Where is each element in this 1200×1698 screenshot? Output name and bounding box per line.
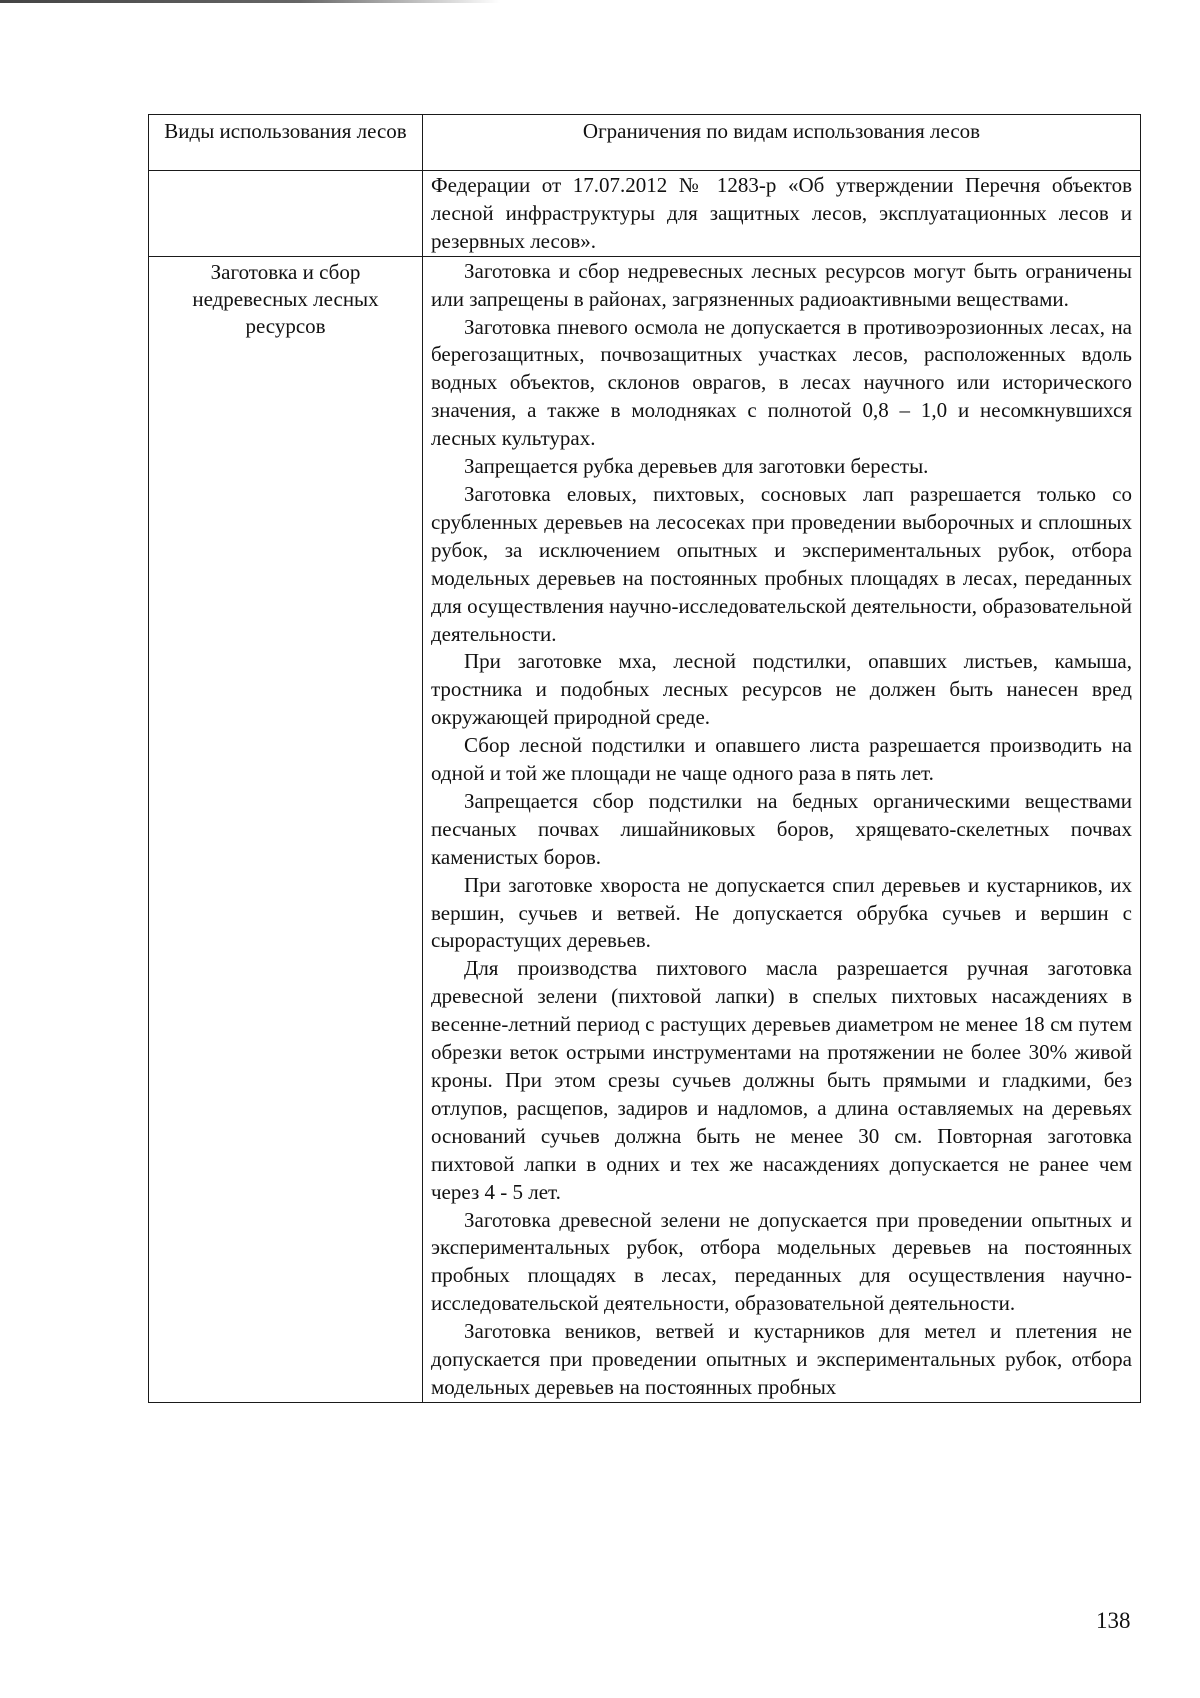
table-row [149,171,1141,257]
row-type-cell [149,171,423,257]
paragraph: При заготовке хвороста не допускается спил деревьев и кустарников, их вершин, сучьев и ветвей. Не допускается обрубка сучьев и вершин с сырорастущих деревьев. [431,872,1132,953]
paragraph: Заготовка и сбор недревесных лесных ресурсов могут быть ограничены или запрещены в районах, загрязненных радиоактивными веществами. [431,258,1132,311]
paragraph: Заготовка веников, ветвей и кустарников для метел и плетения не допускается при проведении опытных и экспериментальных рубок, отбора модельных деревьев на постоянных пробных [431,1319,1132,1399]
table-row [149,256,1141,1402]
paragraph: При заготовке мха, лесной подстилки, опавших листьев, камыша, тростника и подобных лесных ресурсов не должен быть нанесен вред окружающей природной среде. [431,649,1132,730]
row-restrictions-cell [423,256,1141,1402]
restrictions-table [148,114,1141,1403]
paragraph: Сбор лесной подстилки и опавшего листа разрешается производить на одной и той же площади не чаще одного раза в пять лет. [431,733,1132,786]
paragraph: Заготовка еловых, пихтовых, сосновых лап разрешается только со срубленных деревьев на лесосеках при проведении выборочных и сплошных рубок, за исключением опытных и экспериментальных рубок, отбора модельных деревьев на постоянных пробных площадях в лесах, переданных для осуществления научно-исследовательской деятельности, образовательной деятельности. [431,481,1132,646]
paragraph: Запрещается рубка деревьев для заготовки бересты. [464,454,929,479]
paragraph: Запрещается сбор подстилки на бедных органическими веществами песчаных почвах лишайниковых боров, хрящевато-скелетных почвах каменистых боров. [431,788,1132,869]
scan-edge-artifact [0,0,500,3]
page-number: 138 [1096,1608,1131,1633]
paragraph: Заготовка древесной зелени не допускается при проведении опытных и экспериментальных рубок, отбора модельных деревьев на постоянных пробных площадях в лесах, переданных для осуществления научно-исследовательской деятельности, образовательной деятельности. [431,1207,1132,1316]
table-header-row [149,115,1141,171]
paragraph: Для производства пихтового масла разрешается ручная заготовка древесной зелени (пихтовой лапки) в спелых пихтовых насаждениях в весенне-летний период с растущих деревьев диаметром не менее 18 см путем обрезки веток острыми инструментами на протяжении не более 30% живой кроны. При этом срезы сучьев должны быть прямыми и гладкими, без отлупов, расщепов, задиров и надломов, а длина оставляемых на деревьях оснований сучьев должна быть не менее 30 см. Повторная заготовка пихтовой лапки в одних и тех же насаждениях допускается не ранее чем через 4 - 5 лет. [431,956,1132,1204]
header-forest-use-types: Виды использования лесов [149,115,423,171]
paragraph: Федерации от 17.07.2012 № 1283-р «Об утверждении Перечня объектов лесной инфраструктуры для защитных лесов, эксплуатационных лесов и резервных лесов». [431,173,1132,253]
header-restrictions: Ограничения по видам использования лесов [423,115,1141,171]
row-restrictions-cell [423,171,1141,257]
paragraph: Заготовка пневого осмола не допускается в противоэрозионных лесах, на берегозащитных, почвозащитных участках лесов, расположенных вдоль водных объектов, склонов оврагов, в лесах научного или исторического значения, а также в молодняках с полнотой 0,8 – 1,0 и несомкнувшихся лесных культурах. [431,314,1132,451]
row-type-cell: Заготовка и сбор недревесных лесных ресурсов [149,256,423,1402]
